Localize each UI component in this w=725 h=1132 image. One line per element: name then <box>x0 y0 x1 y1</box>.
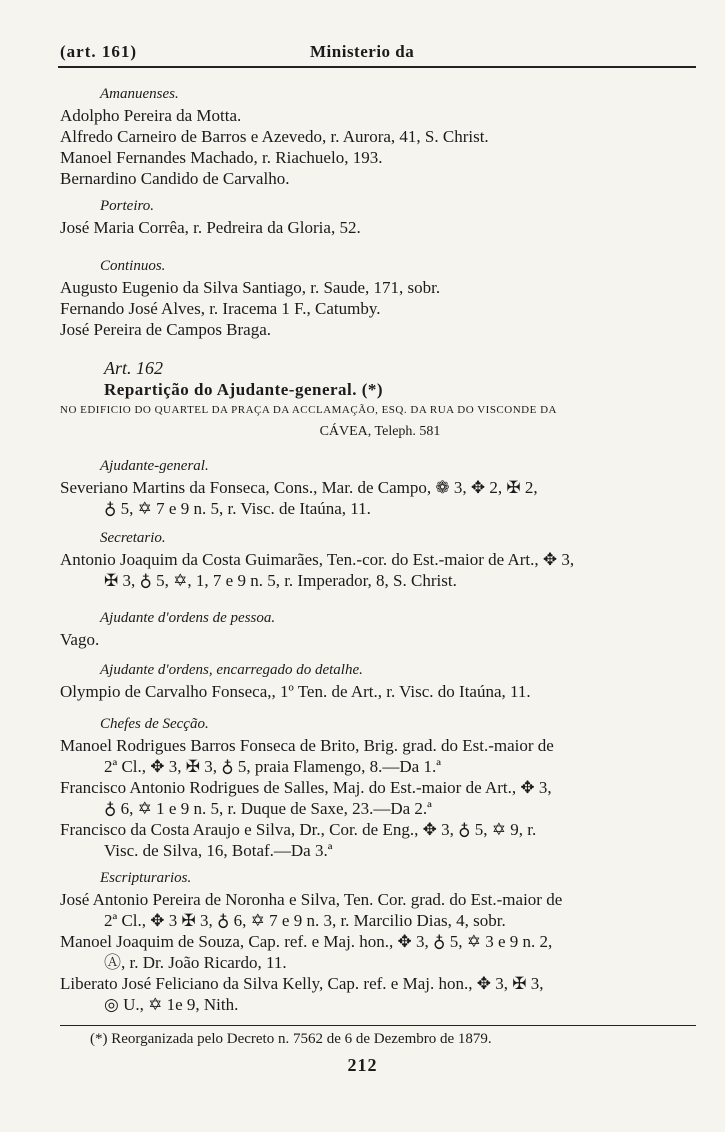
entry-line: 2ª Cl., ✥ 3, ✠ 3, ♁ 5, praia Flamengo, 8.—Da 1.ª <box>104 757 441 776</box>
entry-line: José Antonio Pereira de Noronha e Silva, Ten. Cor. grad. do Est.-maior de <box>60 890 563 909</box>
entry-line: Antonio Joaquim da Costa Guimarães, Ten.-cor. do Est.-maior de Art., ✥ 3, <box>60 550 575 569</box>
entry-line: Vago. <box>60 630 100 649</box>
entry-line: Ⓐ, r. Dr. João Ricardo, 11. <box>104 953 287 972</box>
entry-line: ♁ 5, ✡ 7 e 9 n. 5, r. Visc. de Itaúna, 11. <box>104 499 371 518</box>
entry-line: Severiano Martins da Fonseca, Cons., Mar. de Campo, ❁ 3, ✥ 2, ✠ 2, <box>60 478 538 497</box>
entry-line: ◎ U., ✡ 1e 9, Nith. <box>104 995 239 1014</box>
entry-line: Alfredo Carneiro de Barros e Azevedo, r. Aurora, 41, S. Christ. <box>60 127 489 146</box>
footnote: (*) Reorganizada pelo Decreto n. 7562 de 6 de Dezembro de 1879. <box>90 1031 492 1047</box>
entry-line: Fernando José Alves, r. Iracema 1 F., Catumby. <box>60 299 381 318</box>
entry-line: José Maria Corrêa, r. Pedreira da Gloria, 52. <box>60 218 361 237</box>
section-heading: Ajudante d'ordens de pessoa. <box>100 610 276 626</box>
entry-line: ✠ 3, ♁ 5, ✡, 1, 7 e 9 n. 5, r. Imperador, 8, S. Christ. <box>104 571 457 590</box>
page-number: 212 <box>347 1055 378 1075</box>
header-title: Ministerio da <box>310 42 415 61</box>
section-escripturarios <box>60 868 700 1015</box>
footnote-rule <box>60 1025 696 1026</box>
section-continuos <box>60 256 700 340</box>
entry-line: Bernardino Candido de Carvalho. <box>60 169 290 188</box>
entry-line: Augusto Eugenio da Silva Santiago, r. Saude, 171, sobr. <box>60 278 441 297</box>
header-rule <box>58 66 696 68</box>
entry-line: 2ª Cl., ✥ 3 ✠ 3, ♁ 6, ✡ 7 e 9 n. 3, r. Marcilio Dias, 4, sobr. <box>104 911 506 930</box>
entry-line: Adolpho Pereira da Motta. <box>60 106 242 125</box>
section-heading: Porteiro. <box>100 198 155 214</box>
section-porteiro <box>60 196 700 238</box>
article-location: NO EDIFICIO DO QUARTEL DA PRAÇA DA ACCLAMAÇÃO, ESQ. DA RUA DO VISCONDE DA <box>60 404 557 416</box>
section-ajudante-ordens-pessoa <box>60 608 700 650</box>
section-chefes-seccao <box>60 714 700 861</box>
page-header <box>60 40 695 66</box>
section-heading: Amanuenses. <box>100 86 179 102</box>
entry-line: Francisco da Costa Araujo e Silva, Dr., Cor. de Eng., ✥ 3, ♁ 5, ✡ 9, r. <box>60 820 537 839</box>
section-secretario <box>60 528 700 591</box>
entry-line: ♁ 6, ✡ 1 e 9 n. 5, r. Duque de Saxe, 23.—Da 2.ª <box>104 799 432 818</box>
entry-line: Manoel Fernandes Machado, r. Riachuelo, 193. <box>60 148 383 167</box>
entry-line: Olympio de Carvalho Fonseca,, 1º Ten. de Art., r. Visc. do Itaúna, 11. <box>60 682 531 701</box>
entry-line: Liberato José Feliciano da Silva Kelly, Cap. ref. e Maj. hon., ✥ 3, ✠ 3, <box>60 974 544 993</box>
entry-line: José Pereira de Campos Braga. <box>60 320 272 339</box>
entry-line: Visc. de Silva, 16, Botaf.—Da 3.ª <box>104 841 333 860</box>
section-heading: Chefes de Secção. <box>100 716 209 732</box>
article-title: Repartição do Ajudante-general. (*) <box>104 380 384 399</box>
entry-line: Manoel Rodrigues Barros Fonseca de Brito, Brig. grad. do Est.-maior de <box>60 736 554 755</box>
article-header <box>60 358 700 442</box>
section-heading: Secretario. <box>100 530 166 546</box>
section-ajudante-detalhe <box>60 660 700 702</box>
article-location-cont: CÁVEA, Teleph. 581 <box>319 424 441 439</box>
header-article-ref: (art. 161) <box>60 42 138 61</box>
section-ajudante-general <box>60 456 700 519</box>
section-heading: Ajudante-general. <box>100 458 209 474</box>
entry-line: Manoel Joaquim de Souza, Cap. ref. e Maj. hon., ✥ 3, ♁ 5, ✡ 3 e 9 n. 2, <box>60 932 553 951</box>
section-heading: Ajudante d'ordens, encarregado do detalhe. <box>100 662 363 678</box>
section-heading: Escripturarios. <box>100 870 192 886</box>
article-number: Art. 162 <box>104 358 164 378</box>
section-amanuenses <box>60 84 700 189</box>
entry-line: Francisco Antonio Rodrigues de Salles, Maj. do Est.-maior de Art., ✥ 3, <box>60 778 552 797</box>
section-heading: Continuos. <box>100 258 166 274</box>
